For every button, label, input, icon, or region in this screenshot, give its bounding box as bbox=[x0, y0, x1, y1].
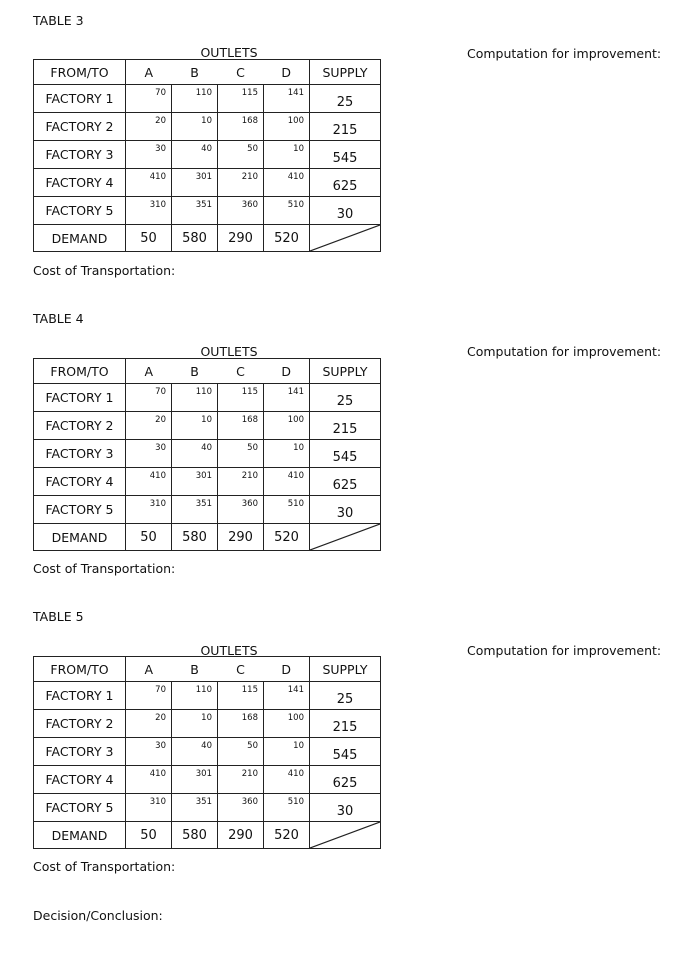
unit-cost-cell-value: 10 bbox=[201, 713, 212, 723]
unit-cost-cell-value: 10 bbox=[201, 116, 212, 126]
factory-name: FACTORY 4 bbox=[34, 468, 126, 496]
unit-cost-cell-value: 351 bbox=[195, 797, 212, 807]
column-header-c: C bbox=[218, 60, 264, 85]
unit-cost-cell-value: 10 bbox=[293, 144, 304, 154]
unit-cost-cell-value: 30 bbox=[155, 741, 166, 751]
unit-cost-cell-value: 301 bbox=[195, 769, 212, 779]
diagonal-line bbox=[310, 524, 380, 550]
table-5-cost-label: Cost of Transportation: bbox=[33, 859, 176, 874]
unit-cost-cell bbox=[126, 197, 172, 225]
table-5-outlets-label: OUTLETS bbox=[200, 643, 258, 658]
unit-cost-cell-value: 510 bbox=[287, 797, 304, 807]
supply-value: 545 bbox=[310, 440, 381, 468]
unit-cost-cell-value: 40 bbox=[201, 443, 212, 453]
demand-value: 580 bbox=[172, 524, 218, 551]
unit-cost-cell bbox=[172, 440, 218, 468]
supply-value: 215 bbox=[310, 412, 381, 440]
unit-cost-cell bbox=[172, 468, 218, 496]
unit-cost-cell-value: 70 bbox=[155, 685, 166, 695]
table-row bbox=[34, 141, 381, 169]
unit-cost-cell-value: 50 bbox=[247, 443, 258, 453]
table-row bbox=[34, 440, 381, 468]
supply-value: 30 bbox=[310, 794, 381, 822]
unit-cost-cell bbox=[126, 468, 172, 496]
factory-name: FACTORY 2 bbox=[34, 710, 126, 738]
unit-cost-cell bbox=[172, 384, 218, 412]
supply-value: 545 bbox=[310, 141, 381, 169]
demand-value: 520 bbox=[264, 225, 310, 252]
unit-cost-cell-value: 70 bbox=[155, 88, 166, 98]
column-header-b: B bbox=[172, 60, 218, 85]
unit-cost-cell-value: 360 bbox=[241, 797, 258, 807]
unit-cost-cell bbox=[264, 738, 310, 766]
factory-name: FACTORY 2 bbox=[34, 412, 126, 440]
unit-cost-cell bbox=[126, 384, 172, 412]
table-row bbox=[34, 384, 381, 412]
unit-cost-cell bbox=[172, 710, 218, 738]
unit-cost-cell bbox=[126, 710, 172, 738]
unit-cost-cell bbox=[218, 141, 264, 169]
unit-cost-cell bbox=[218, 710, 264, 738]
unit-cost-cell bbox=[126, 85, 172, 113]
unit-cost-cell bbox=[126, 766, 172, 794]
unit-cost-cell-value: 141 bbox=[287, 685, 304, 695]
table-row bbox=[34, 496, 381, 524]
diagonal-line bbox=[310, 822, 380, 848]
column-header-d: D bbox=[264, 60, 310, 85]
unit-cost-cell bbox=[126, 794, 172, 822]
demand-value: 50 bbox=[126, 524, 172, 551]
blank-diagonal-cell bbox=[310, 822, 381, 849]
unit-cost-cell-value: 301 bbox=[195, 471, 212, 481]
unit-cost-cell bbox=[218, 197, 264, 225]
from-to-header: FROM/TO bbox=[34, 657, 126, 682]
unit-cost-cell bbox=[172, 412, 218, 440]
unit-cost-cell bbox=[264, 468, 310, 496]
unit-cost-cell-value: 351 bbox=[195, 200, 212, 210]
unit-cost-cell-value: 10 bbox=[293, 741, 304, 751]
unit-cost-cell-value: 141 bbox=[287, 88, 304, 98]
unit-cost-cell bbox=[172, 682, 218, 710]
unit-cost-cell bbox=[264, 169, 310, 197]
unit-cost-cell-value: 115 bbox=[241, 685, 258, 695]
unit-cost-cell-value: 110 bbox=[195, 88, 212, 98]
unit-cost-cell-value: 360 bbox=[241, 499, 258, 509]
table-3-title: TABLE 3 bbox=[33, 13, 84, 28]
unit-cost-cell bbox=[264, 794, 310, 822]
column-header-a: A bbox=[126, 359, 172, 384]
unit-cost-cell-value: 30 bbox=[155, 144, 166, 154]
table-row bbox=[34, 794, 381, 822]
factory-name: FACTORY 3 bbox=[34, 440, 126, 468]
unit-cost-cell-value: 50 bbox=[247, 144, 258, 154]
unit-cost-cell bbox=[264, 440, 310, 468]
demand-value: 290 bbox=[218, 225, 264, 252]
unit-cost-cell-value: 168 bbox=[241, 415, 258, 425]
unit-cost-cell bbox=[172, 141, 218, 169]
unit-cost-cell bbox=[172, 794, 218, 822]
factory-name: FACTORY 4 bbox=[34, 766, 126, 794]
unit-cost-cell-value: 410 bbox=[149, 769, 166, 779]
unit-cost-cell bbox=[172, 197, 218, 225]
unit-cost-cell bbox=[172, 766, 218, 794]
table-4-cost-label: Cost of Transportation: bbox=[33, 561, 176, 576]
factory-name: FACTORY 2 bbox=[34, 113, 126, 141]
unit-cost-cell bbox=[264, 113, 310, 141]
unit-cost-cell-value: 310 bbox=[149, 499, 166, 509]
unit-cost-cell-value: 70 bbox=[155, 387, 166, 397]
column-header-c: C bbox=[218, 657, 264, 682]
unit-cost-cell-value: 351 bbox=[195, 499, 212, 509]
unit-cost-cell-value: 110 bbox=[195, 387, 212, 397]
supply-value: 215 bbox=[310, 710, 381, 738]
table-row bbox=[34, 113, 381, 141]
demand-label: DEMAND bbox=[34, 524, 126, 551]
factory-name: FACTORY 1 bbox=[34, 384, 126, 412]
unit-cost-cell-value: 310 bbox=[149, 200, 166, 210]
unit-cost-cell-value: 210 bbox=[241, 172, 258, 182]
unit-cost-cell bbox=[264, 384, 310, 412]
unit-cost-cell bbox=[172, 85, 218, 113]
demand-value: 580 bbox=[172, 225, 218, 252]
demand-label: DEMAND bbox=[34, 822, 126, 849]
unit-cost-cell bbox=[218, 113, 264, 141]
table-3-outlets-label: OUTLETS bbox=[200, 45, 258, 60]
blank-diagonal-cell bbox=[310, 225, 381, 252]
unit-cost-cell-value: 20 bbox=[155, 713, 166, 723]
supply-value: 215 bbox=[310, 113, 381, 141]
unit-cost-cell bbox=[172, 496, 218, 524]
unit-cost-cell-value: 10 bbox=[201, 415, 212, 425]
demand-value: 290 bbox=[218, 822, 264, 849]
unit-cost-cell bbox=[218, 85, 264, 113]
column-header-d: D bbox=[264, 657, 310, 682]
supply-value: 25 bbox=[310, 85, 381, 113]
unit-cost-cell bbox=[218, 384, 264, 412]
unit-cost-cell bbox=[126, 113, 172, 141]
unit-cost-cell bbox=[126, 440, 172, 468]
unit-cost-cell bbox=[172, 169, 218, 197]
factory-name: FACTORY 5 bbox=[34, 197, 126, 225]
column-header-b: B bbox=[172, 657, 218, 682]
demand-label: DEMAND bbox=[34, 225, 126, 252]
from-to-header: FROM/TO bbox=[34, 60, 126, 85]
column-header-d: D bbox=[264, 359, 310, 384]
table-4-grid bbox=[33, 358, 381, 551]
supply-header: SUPPLY bbox=[310, 60, 381, 85]
unit-cost-cell bbox=[264, 496, 310, 524]
unit-cost-cell-value: 410 bbox=[287, 172, 304, 182]
unit-cost-cell-value: 115 bbox=[241, 88, 258, 98]
table-row bbox=[34, 766, 381, 794]
unit-cost-cell bbox=[264, 141, 310, 169]
demand-value: 290 bbox=[218, 524, 264, 551]
table-4-computation-label: Computation for improvement: bbox=[467, 344, 662, 359]
supply-value: 545 bbox=[310, 738, 381, 766]
table-row bbox=[34, 468, 381, 496]
supply-header: SUPPLY bbox=[310, 359, 381, 384]
demand-value: 580 bbox=[172, 822, 218, 849]
unit-cost-cell-value: 510 bbox=[287, 200, 304, 210]
unit-cost-cell-value: 100 bbox=[287, 415, 304, 425]
demand-value: 50 bbox=[126, 225, 172, 252]
table-3-computation-label: Computation for improvement: bbox=[467, 46, 662, 61]
demand-value: 50 bbox=[126, 822, 172, 849]
unit-cost-cell bbox=[126, 412, 172, 440]
supply-value: 625 bbox=[310, 468, 381, 496]
diagonal-line bbox=[310, 225, 380, 251]
table-row bbox=[34, 682, 381, 710]
table-4-outlets-label: OUTLETS bbox=[200, 344, 258, 359]
table-row bbox=[34, 738, 381, 766]
unit-cost-cell bbox=[264, 710, 310, 738]
unit-cost-cell-value: 10 bbox=[293, 443, 304, 453]
unit-cost-cell bbox=[126, 496, 172, 524]
table-3-cost-label: Cost of Transportation: bbox=[33, 263, 176, 278]
supply-value: 625 bbox=[310, 169, 381, 197]
factory-name: FACTORY 3 bbox=[34, 738, 126, 766]
column-header-a: A bbox=[126, 657, 172, 682]
supply-value: 30 bbox=[310, 496, 381, 524]
unit-cost-cell-value: 168 bbox=[241, 116, 258, 126]
unit-cost-cell-value: 301 bbox=[195, 172, 212, 182]
supply-value: 25 bbox=[310, 682, 381, 710]
unit-cost-cell bbox=[218, 468, 264, 496]
factory-name: FACTORY 5 bbox=[34, 496, 126, 524]
unit-cost-cell bbox=[126, 738, 172, 766]
unit-cost-cell-value: 100 bbox=[287, 116, 304, 126]
unit-cost-cell-value: 210 bbox=[241, 769, 258, 779]
factory-name: FACTORY 1 bbox=[34, 682, 126, 710]
unit-cost-cell-value: 510 bbox=[287, 499, 304, 509]
unit-cost-cell-value: 168 bbox=[241, 713, 258, 723]
table-5-grid bbox=[33, 656, 381, 849]
unit-cost-cell bbox=[218, 169, 264, 197]
column-header-c: C bbox=[218, 359, 264, 384]
unit-cost-cell-value: 410 bbox=[149, 471, 166, 481]
unit-cost-cell bbox=[264, 766, 310, 794]
unit-cost-cell bbox=[172, 113, 218, 141]
table-3-grid bbox=[33, 59, 381, 252]
table-row bbox=[34, 85, 381, 113]
unit-cost-cell-value: 410 bbox=[149, 172, 166, 182]
table-5-computation-label: Computation for improvement: bbox=[467, 643, 662, 658]
unit-cost-cell bbox=[218, 496, 264, 524]
unit-cost-cell-value: 360 bbox=[241, 200, 258, 210]
table-5-title: TABLE 5 bbox=[33, 609, 84, 624]
table-row bbox=[34, 197, 381, 225]
unit-cost-cell-value: 410 bbox=[287, 769, 304, 779]
supply-value: 625 bbox=[310, 766, 381, 794]
unit-cost-cell bbox=[218, 682, 264, 710]
table-row bbox=[34, 169, 381, 197]
table-4-title: TABLE 4 bbox=[33, 311, 84, 326]
unit-cost-cell bbox=[264, 412, 310, 440]
unit-cost-cell-value: 110 bbox=[195, 685, 212, 695]
demand-value: 520 bbox=[264, 822, 310, 849]
factory-name: FACTORY 5 bbox=[34, 794, 126, 822]
unit-cost-cell-value: 40 bbox=[201, 144, 212, 154]
supply-value: 30 bbox=[310, 197, 381, 225]
unit-cost-cell bbox=[218, 440, 264, 468]
factory-name: FACTORY 3 bbox=[34, 141, 126, 169]
unit-cost-cell bbox=[218, 412, 264, 440]
unit-cost-cell bbox=[172, 738, 218, 766]
factory-name: FACTORY 1 bbox=[34, 85, 126, 113]
unit-cost-cell-value: 141 bbox=[287, 387, 304, 397]
unit-cost-cell bbox=[126, 169, 172, 197]
supply-value: 25 bbox=[310, 384, 381, 412]
unit-cost-cell bbox=[218, 738, 264, 766]
column-header-b: B bbox=[172, 359, 218, 384]
demand-value: 520 bbox=[264, 524, 310, 551]
column-header-a: A bbox=[126, 60, 172, 85]
unit-cost-cell-value: 100 bbox=[287, 713, 304, 723]
unit-cost-cell-value: 30 bbox=[155, 443, 166, 453]
unit-cost-cell bbox=[126, 141, 172, 169]
table-row bbox=[34, 412, 381, 440]
unit-cost-cell-value: 50 bbox=[247, 741, 258, 751]
unit-cost-cell bbox=[218, 766, 264, 794]
supply-header: SUPPLY bbox=[310, 657, 381, 682]
unit-cost-cell-value: 310 bbox=[149, 797, 166, 807]
unit-cost-cell-value: 20 bbox=[155, 116, 166, 126]
unit-cost-cell bbox=[264, 85, 310, 113]
unit-cost-cell-value: 410 bbox=[287, 471, 304, 481]
unit-cost-cell-value: 40 bbox=[201, 741, 212, 751]
decision-conclusion-label: Decision/Conclusion: bbox=[33, 908, 163, 923]
unit-cost-cell bbox=[218, 794, 264, 822]
factory-name: FACTORY 4 bbox=[34, 169, 126, 197]
unit-cost-cell bbox=[264, 682, 310, 710]
table-row bbox=[34, 710, 381, 738]
unit-cost-cell-value: 115 bbox=[241, 387, 258, 397]
from-to-header: FROM/TO bbox=[34, 359, 126, 384]
unit-cost-cell bbox=[264, 197, 310, 225]
unit-cost-cell bbox=[126, 682, 172, 710]
blank-diagonal-cell bbox=[310, 524, 381, 551]
unit-cost-cell-value: 210 bbox=[241, 471, 258, 481]
unit-cost-cell-value: 20 bbox=[155, 415, 166, 425]
